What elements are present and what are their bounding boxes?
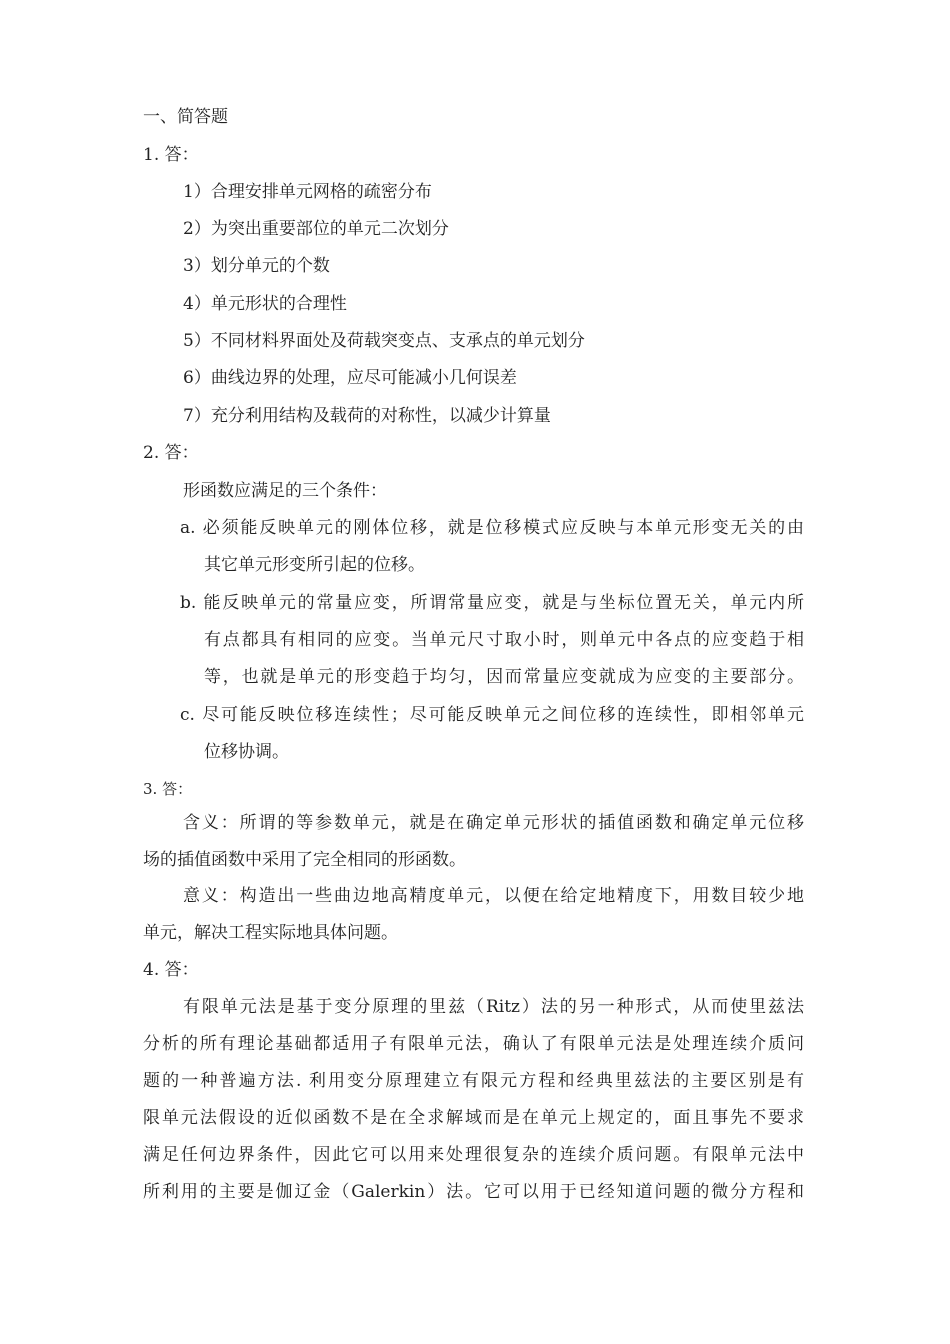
q1-item: 7）充分利用结构及载荷的对称性，以减少计算量 xyxy=(183,406,551,426)
q2-condition-a-cont: 其它单元形变所引起的位移。 xyxy=(204,555,425,575)
q1-label: 1. 答： xyxy=(143,145,199,165)
q4-paragraph-line: 限单元法假设的近似函数不是在全求解域而是在单元上规定的，面且事先不要求 xyxy=(143,1108,804,1128)
q1-item: 4）单元形状的合理性 xyxy=(183,294,347,314)
q2-condition-b: b. 能反映单元的常量应变，所谓常量应变，就是与坐标位置无关，单元内所 xyxy=(180,593,804,613)
q2-intro: 形函数应满足的三个条件： xyxy=(183,481,387,501)
q2-condition-c-cont: 位移协调。 xyxy=(204,742,289,762)
q1-item: 6）曲线边界的处理，应尽可能减小几何误差 xyxy=(183,368,517,388)
q1-item: 3）划分单元的个数 xyxy=(183,256,330,276)
q1-item: 1）合理安排单元网格的疏密分布 xyxy=(183,182,432,202)
q2-condition-a: a. 必须能反映单元的刚体位移，就是位移模式应反映与本单元形变无关的由 xyxy=(180,518,804,538)
q3-meaning: 含义：所谓的等参数单元，就是在确定单元形状的插值函数和确定单元位移 xyxy=(183,813,804,833)
q3-significance: 意义：构造出一些曲边地高精度单元，以便在给定地精度下，用数目较少地 xyxy=(183,886,804,906)
q2-label: 2. 答： xyxy=(143,443,199,463)
q3-label: 3. 答： xyxy=(143,780,193,798)
q3-meaning-cont: 场的插值函数中采用了完全相同的形函数。 xyxy=(143,850,466,870)
q2-condition-b-cont: 等，也就是单元的形变趋于均匀，因而常量应变就成为应变的主要部分。 xyxy=(204,667,804,687)
q2-condition-b-cont: 有点都具有相同的应变。当单元尺寸取小时，则单元中各点的应变趋于相 xyxy=(204,630,804,650)
q4-paragraph-line: 题的一种普遍方法. 利用变分原理建立有限元方程和经典里兹法的主要区别是有 xyxy=(143,1071,804,1091)
q4-paragraph-line: 有限单元法是基于变分原理的里兹（Ritz）法的另一种形式，从而使里兹法 xyxy=(183,997,804,1017)
q4-paragraph-line: 分析的所有理论基础都适用子有限单元法，确认了有限单元法是处理连续介质问 xyxy=(143,1034,804,1054)
q2-condition-c: c. 尽可能反映位移连续性；尽可能反映单元之间位移的连续性，即相邻单元 xyxy=(180,705,804,725)
q3-significance-cont: 单元，解决工程实际地具体问题。 xyxy=(143,923,398,943)
q4-label: 4. 答： xyxy=(143,960,199,980)
q4-paragraph-line: 所利用的主要是伽辽金（Galerkin）法。它可以用于已经知道问题的微分方程和 xyxy=(143,1182,804,1202)
q1-item: 5）不同材料界面处及荷载突变点、支承点的单元划分 xyxy=(183,331,585,351)
q4-paragraph-line: 满足任何边界条件，因此它可以用来处理很复杂的连续介质问题。有限单元法中 xyxy=(143,1145,804,1165)
q1-item: 2）为突出重要部位的单元二次划分 xyxy=(183,219,449,239)
section-title: 一、简答题 xyxy=(143,107,228,127)
